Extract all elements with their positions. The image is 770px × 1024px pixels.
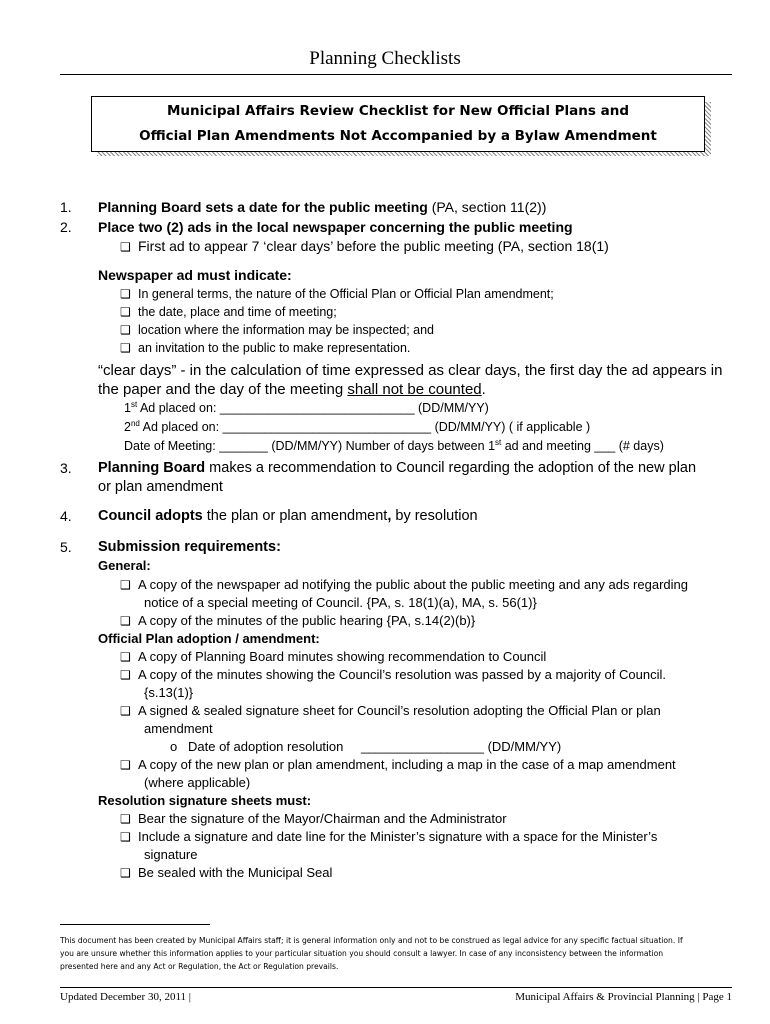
- item-2-text: Place two (2) ads in the local newspaper concerning the public meeting: [98, 219, 573, 235]
- checkbox-icon: ❑: [120, 704, 131, 718]
- signature-bullet: ❑ Be sealed with the Municipal Seal: [120, 865, 333, 880]
- adoption-bullet: ❑ A signed & sealed signature sheet for Council’s resolution adopting the Official Plan or plan: [120, 703, 661, 718]
- checkbox-icon: ❑: [120, 650, 131, 664]
- footer-divider: [60, 987, 732, 988]
- item-2-number: 2.: [60, 219, 72, 235]
- item-2-subitem: ❑ First ad to appear 7 ‘clear days’ before the public meeting (PA, section 18(1): [120, 238, 609, 254]
- item-5-number: 5.: [60, 539, 72, 555]
- checkbox-icon: ❑: [120, 830, 131, 844]
- title-line-1: Municipal Affairs Review Checklist for New Official Plans and: [166, 103, 630, 119]
- footnote-divider: [60, 924, 210, 925]
- checkbox-icon: ❑: [120, 866, 131, 880]
- signature-bullet: ❑ Bear the signature of the Mayor/Chairman and the Administrator: [120, 811, 507, 826]
- newspaper-bullet: ❑ In general terms, the nature of the Official Plan or Official Plan amendment;: [120, 287, 554, 301]
- item-1-ref: (PA, section 11(2)): [431, 199, 547, 215]
- item-5-heading: Submission requirements:: [98, 539, 281, 555]
- adoption-bullet: ❑ A copy of Planning Board minutes showing recommendation to Council: [120, 649, 547, 664]
- item-3-text-cont: or plan amendment: [98, 479, 223, 495]
- checkbox-icon: ❑: [120, 323, 131, 337]
- circle-bullet-icon: o: [170, 739, 178, 754]
- general-bullet: ❑ A copy of the minutes of the public hearing {PA, s.14(2)(b)}: [120, 613, 476, 628]
- adoption-bullet: ❑ A copy of the minutes showing the Council’s resolution was passed by a majority of Council.: [120, 667, 666, 682]
- second-ad-field: 2nd Ad placed on: ______________________________ (DD/MM/YY) ( if applicable ): [124, 418, 591, 434]
- signature-bullet: ❑ Include a signature and date line for the Minister’s signature with a space for the Minister’s: [120, 829, 658, 844]
- adoption-bullet: ❑ A copy of the new plan or plan amendment, including a map in the case of a map amendment: [120, 757, 676, 772]
- page-header-title: Planning Checklists: [309, 48, 461, 69]
- newspaper-heading: Newspaper ad must indicate:: [98, 267, 292, 283]
- disclaimer: [60, 934, 732, 973]
- footer-page-info: Municipal Affairs & Provincial Planning | Page 1: [515, 991, 732, 1003]
- general-bullet: ❑ A copy of the newspaper ad notifying the public about the public meeting and any ads regarding: [120, 577, 688, 592]
- signature-bullet-cont: signature: [144, 847, 198, 862]
- checkbox-icon: ❑: [120, 240, 131, 254]
- meeting-date-field: Date of Meeting: _______ (DD/MM/YY) Number of days between 1st ad and meeting ___ (# days): [124, 437, 664, 453]
- clear-days-definition: “clear days” - in the calculation of time expressed as clear days, the first day the ad appears in: [98, 362, 723, 379]
- newspaper-bullet: ❑ location where the information may be inspected; and: [120, 323, 435, 337]
- adoption-bullet-cont: (where applicable): [144, 775, 251, 790]
- header-divider: [60, 74, 732, 75]
- checkbox-icon: ❑: [120, 614, 131, 628]
- checkbox-icon: ❑: [120, 668, 131, 682]
- adoption-heading: Official Plan adoption / amendment:: [98, 631, 320, 646]
- checkbox-icon: ❑: [120, 578, 131, 592]
- item-4-text: Council adopts the plan or plan amendment, by resolution: [98, 508, 478, 524]
- clear-days-definition-cont: the paper and the day of the meeting shall not be counted.: [98, 381, 486, 398]
- item-3-number: 3.: [60, 460, 72, 476]
- title-box: [91, 96, 709, 154]
- newspaper-bullet: ❑ an invitation to the public to make representation.: [120, 341, 411, 355]
- disclaimer-line: This document has been created by Municipal Affairs staff; it is general information only and not to be construed as legal advice for any specific factual situation. If: [60, 936, 683, 945]
- general-heading: General:: [98, 558, 151, 573]
- signature-heading: Resolution signature sheets must:: [98, 793, 312, 808]
- general-bullet-cont: notice of a special meeting of Council. {PA, s. 18(1)(a), MA, s. 56(1)}: [144, 595, 537, 610]
- item-4-number: 4.: [60, 508, 72, 524]
- checkbox-icon: ❑: [120, 305, 131, 319]
- disclaimer-line: you are unsure whether this information applies to your particular situation you should consult a lawyer. In case of any inconsistency between the information: [60, 949, 664, 958]
- item-1-text: [98, 199, 546, 216]
- title-line-2: Official Plan Amendments Not Accompanied by a Bylaw Amendment: [139, 128, 657, 144]
- item-3-text: Planning Board makes a recommendation to Council regarding the adoption of the new plan: [98, 460, 697, 476]
- item-1-bold: Planning Board sets a date for the public meeting: [98, 199, 428, 215]
- adoption-bullet-cont: amendment: [144, 721, 213, 736]
- footer-updated-date: Updated December 30, 2011 |: [60, 991, 192, 1003]
- item-1-number: 1.: [60, 199, 72, 215]
- title-box-text: [91, 96, 705, 152]
- first-ad-field: 1st Ad placed on: ____________________________ (DD/MM/YY): [124, 399, 489, 415]
- checkbox-icon: ❑: [120, 812, 131, 826]
- checkbox-icon: ❑: [120, 287, 131, 301]
- adoption-date-subitem: o Date of adoption resolution _________________ (DD/MM/YY): [170, 739, 562, 754]
- checkbox-icon: ❑: [120, 341, 131, 355]
- adoption-bullet-cont: {s.13(1)}: [144, 685, 194, 700]
- newspaper-bullet: ❑ the date, place and time of meeting;: [120, 305, 337, 319]
- disclaimer-line: presented here and any Act or Regulation, the Act or Regulation prevails.: [60, 962, 339, 971]
- checkbox-icon: ❑: [120, 758, 131, 772]
